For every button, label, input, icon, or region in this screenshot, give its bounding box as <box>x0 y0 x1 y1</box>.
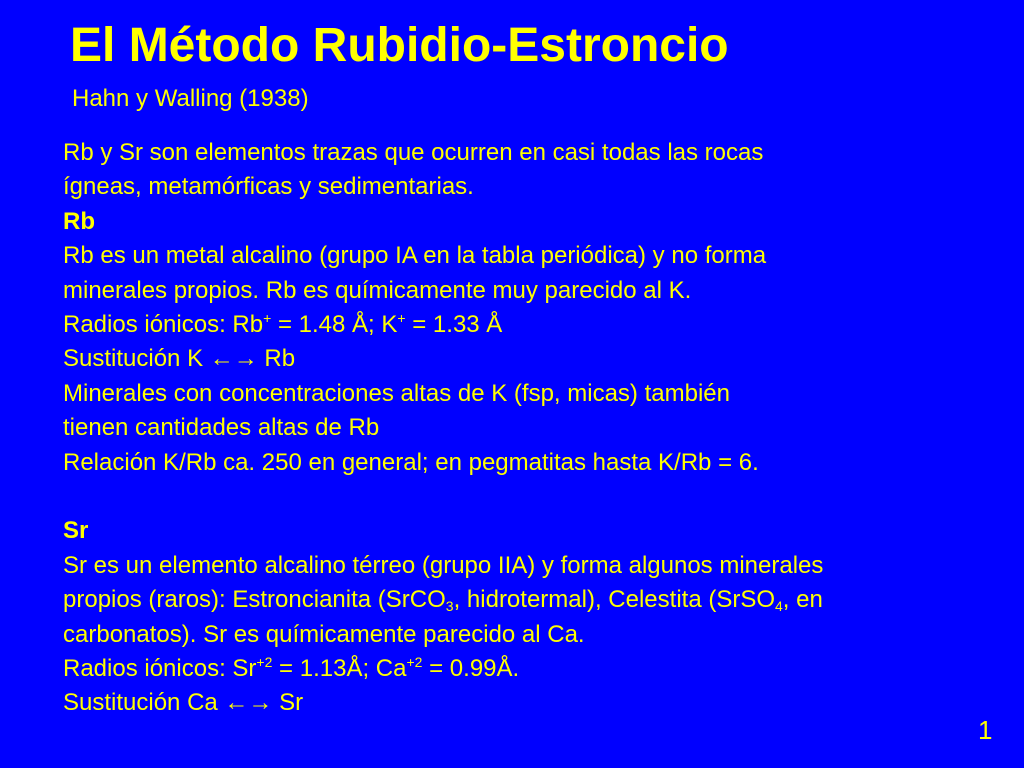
rb-text-line: tienen cantidades altas de Rb <box>63 414 380 442</box>
radii-text: Radios iónicos: Rb <box>63 311 264 339</box>
rb-text-line: minerales propios. Rb es químicamente muy parecido al K. <box>63 276 692 304</box>
rb-heading: Rb <box>63 207 95 235</box>
rb-text-line: Relación K/Rb ca. 250 en general; en pegmatitas hasta K/Rb = 6. <box>63 448 759 476</box>
intro-line: ígneas, metamórficas y sedimentarias. <box>63 173 474 201</box>
sr-text-line: carbonatos). Sr es químicamente parecido al Ca. <box>63 620 585 648</box>
radii-text: = 1.13Å; Ca <box>272 655 407 683</box>
slide-subtitle: Hahn y Walling (1938) <box>72 85 309 112</box>
rb-ionic-radii <box>63 308 1013 342</box>
intro-line: Rb y Sr son elementos trazas que ocurren en casi todas las rocas <box>63 139 764 166</box>
radii-text: = 0.99Å. <box>422 655 520 683</box>
slide-title: El Método Rubidio-Estroncio <box>70 19 729 72</box>
sr-text: propios (raros): Estroncianita (SrCO <box>63 586 446 614</box>
formula-subscript: 4 <box>775 598 783 615</box>
formula-subscript: 3 <box>445 598 454 615</box>
charge-superscript: + <box>397 310 406 327</box>
sr-substitution: Sustitución Ca ←→ Sr <box>63 689 304 717</box>
slide-body <box>63 136 1013 721</box>
sr-ionic-radii <box>63 652 1013 686</box>
charge-superscript: + <box>263 310 272 327</box>
radii-text: Radios iónicos: Sr <box>63 655 257 683</box>
sr-minerals-line <box>63 583 1013 617</box>
sr-text: , hidrotermal), Celestita (SrSO <box>453 586 775 614</box>
rb-text-line: Rb es un metal alcalino (grupo IA en la tabla periódica) y no forma <box>63 242 767 270</box>
sr-heading: Sr <box>63 517 89 545</box>
rb-substitution: Sustitución K ←→ Rb <box>63 345 296 373</box>
sr-text: , en <box>782 586 823 614</box>
radii-text: = 1.48 Å; K <box>271 311 398 339</box>
charge-superscript: +2 <box>406 654 423 671</box>
sr-text-line: Sr es un elemento alcalino térreo (grupo IIA) y forma algunos minerales <box>63 551 824 579</box>
charge-superscript: +2 <box>256 654 273 671</box>
blank-line <box>63 480 1013 514</box>
radii-text: = 1.33 Å <box>405 311 503 339</box>
rb-text-line: Minerales con concentraciones altas de K (fsp, micas) también <box>63 379 730 407</box>
page-number: 1 <box>978 715 993 745</box>
